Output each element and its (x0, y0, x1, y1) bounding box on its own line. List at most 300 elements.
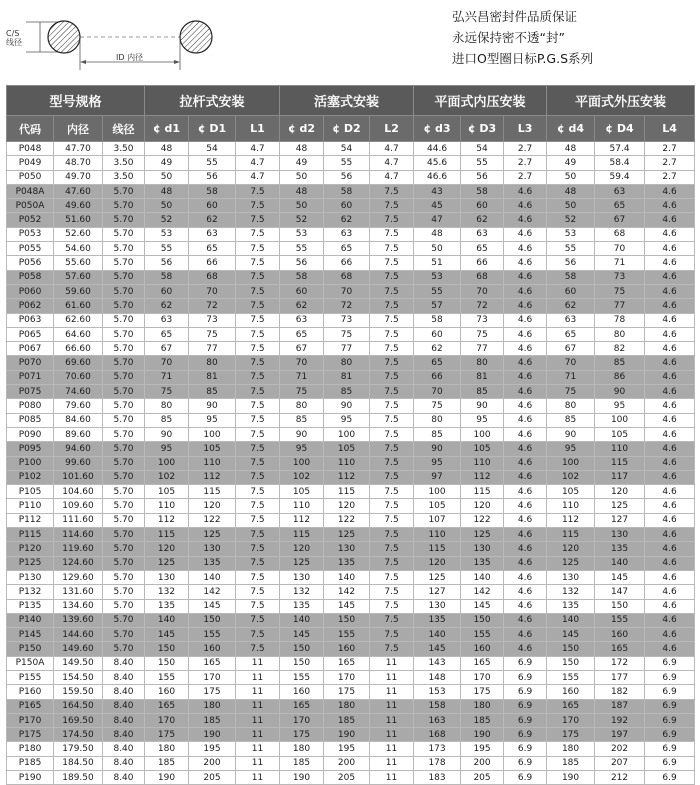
table-cell: 7.5 (370, 242, 414, 256)
table-cell: 180 (547, 742, 595, 756)
table-cell: 62 (145, 299, 189, 313)
table-cell: 59.60 (54, 284, 103, 298)
table-cell: 4.6 (504, 427, 547, 441)
table-cell: 143 (414, 656, 461, 670)
cs-label: C/S (6, 29, 20, 38)
table-cell: 5.70 (103, 399, 145, 413)
table-cell: 4.6 (504, 542, 547, 556)
table-cell: 129.60 (54, 570, 103, 584)
table-cell: 165 (280, 699, 324, 713)
table-cell: 5.70 (103, 370, 145, 384)
table-cell: 180 (324, 699, 370, 713)
table-cell: 54 (461, 142, 504, 156)
table-cell: 80 (595, 327, 645, 341)
table-cell: 6.9 (645, 699, 695, 713)
table-cell: P065 (7, 327, 54, 341)
table-cell: 4.6 (645, 413, 695, 427)
table-cell: 67 (145, 342, 189, 356)
table-cell: 11 (370, 742, 414, 756)
col-wire-diameter: 线径 (103, 116, 145, 142)
table-cell: 170 (324, 670, 370, 684)
table-cell: 112 (324, 470, 370, 484)
table-cell: 115 (595, 456, 645, 470)
table-cell: 182 (595, 685, 645, 699)
table-cell: 57.60 (54, 270, 103, 284)
table-cell: P125 (7, 556, 54, 570)
table-row (7, 556, 695, 570)
table-cell: 94.60 (54, 442, 103, 456)
table-cell: 4.6 (504, 184, 547, 198)
table-cell: 160 (547, 685, 595, 699)
table-cell: 7.5 (236, 299, 280, 313)
table-cell: 65 (189, 242, 236, 256)
table-cell: 11 (236, 742, 280, 756)
table-cell: 148 (414, 670, 461, 684)
table-cell: P185 (7, 756, 54, 770)
table-cell: 67 (547, 342, 595, 356)
table-cell: 68 (595, 227, 645, 241)
table-cell: 5.70 (103, 385, 145, 399)
table-cell: 58 (414, 313, 461, 327)
table-cell: 5.70 (103, 356, 145, 370)
table-cell: 77 (189, 342, 236, 356)
table-cell: 102 (280, 470, 324, 484)
table-cell: 55 (189, 156, 236, 170)
table-cell: 125 (324, 528, 370, 542)
table-cell: 55 (145, 242, 189, 256)
table-cell: 185 (324, 713, 370, 727)
table-cell: 145 (547, 628, 595, 642)
table-cell: 131.60 (54, 585, 103, 599)
table-cell: 50 (547, 199, 595, 213)
table-cell: 105 (547, 485, 595, 499)
table-cell: P112 (7, 513, 54, 527)
cs-label-2: 线径 (6, 38, 22, 47)
table-cell: 55 (280, 242, 324, 256)
table-cell: 130 (280, 570, 324, 584)
table-cell: 7.5 (370, 570, 414, 584)
table-cell: 58 (145, 270, 189, 284)
table-cell: 200 (189, 756, 236, 770)
table-cell: 70 (547, 356, 595, 370)
table-cell: 100 (547, 456, 595, 470)
table-cell: 5.70 (103, 284, 145, 298)
table-cell: 7.5 (236, 270, 280, 284)
table-cell: 145 (324, 599, 370, 613)
table-cell: 7.5 (370, 256, 414, 270)
table-cell: P070 (7, 356, 54, 370)
table-cell: 4.6 (504, 499, 547, 513)
table-cell: 59.4 (595, 170, 645, 184)
id-arrow-right (174, 60, 180, 64)
table-cell: 4.6 (645, 370, 695, 384)
table-cell: 50 (145, 199, 189, 213)
table-cell: 66.60 (54, 342, 103, 356)
table-cell: 80 (145, 399, 189, 413)
table-cell: 11 (370, 670, 414, 684)
table-cell: 5.70 (103, 342, 145, 356)
table-cell: 107 (414, 513, 461, 527)
table-cell: 4.6 (504, 642, 547, 656)
table-cell: 125 (145, 556, 189, 570)
table-cell: 105 (189, 442, 236, 456)
table-cell: 4.6 (504, 213, 547, 227)
table-cell: P155 (7, 670, 54, 684)
table-cell: 4.6 (645, 327, 695, 341)
table-cell: 170 (461, 670, 504, 684)
table-cell: 52.60 (54, 227, 103, 241)
table-cell: 190 (461, 728, 504, 742)
table-cell: 73 (595, 270, 645, 284)
table-cell: 4.6 (645, 499, 695, 513)
table-cell: 140 (324, 570, 370, 584)
table-cell: 120 (145, 542, 189, 556)
table-cell: 90 (145, 427, 189, 441)
table-row (7, 342, 695, 356)
table-cell: 44.6 (414, 142, 461, 156)
table-cell: 65 (547, 327, 595, 341)
table-cell: 5.70 (103, 585, 145, 599)
table-cell: 55.60 (54, 256, 103, 270)
table-cell: 110 (324, 456, 370, 470)
table-cell: 190 (280, 771, 324, 785)
table-cell: 8.40 (103, 713, 145, 727)
col-D1: ¢ D1 (189, 116, 236, 142)
table-cell: P053 (7, 227, 54, 241)
table-cell: 50 (414, 242, 461, 256)
table-cell: 177 (595, 670, 645, 684)
table-cell: 60 (324, 199, 370, 213)
table-cell: 7.5 (236, 613, 280, 627)
table-cell: 5.70 (103, 613, 145, 627)
table-cell: 85 (414, 427, 461, 441)
table-cell: 6.9 (645, 670, 695, 684)
table-cell: 7.5 (370, 342, 414, 356)
table-cell: 50 (547, 170, 595, 184)
table-cell: 4.6 (645, 356, 695, 370)
table-cell: 90 (324, 399, 370, 413)
table-cell: 55 (547, 242, 595, 256)
table-cell: 49.60 (54, 199, 103, 213)
table-cell: 5.70 (103, 427, 145, 441)
table-cell: 6.9 (504, 728, 547, 742)
table-cell: 49.70 (54, 170, 103, 184)
col-d1: ¢ d1 (145, 116, 189, 142)
table-cell: 7.5 (236, 242, 280, 256)
table-cell: 60 (280, 284, 324, 298)
table-cell: 56 (547, 256, 595, 270)
table-cell: 7.5 (236, 227, 280, 241)
id-arrow-left (80, 60, 86, 64)
table-cell: 127 (595, 513, 645, 527)
table-cell: 55 (414, 284, 461, 298)
table-cell: 48 (547, 142, 595, 156)
table-cell: 7.5 (370, 270, 414, 284)
table-cell: 7.5 (370, 513, 414, 527)
table-cell: 110 (280, 499, 324, 513)
group-model-spec: 型号规格 (7, 86, 145, 116)
table-cell: 165 (145, 699, 189, 713)
table-row (7, 642, 695, 656)
table-cell: 7.5 (236, 256, 280, 270)
table-cell: 150 (280, 656, 324, 670)
table-cell: 63 (324, 227, 370, 241)
table-cell: 11 (236, 728, 280, 742)
table-row (7, 256, 695, 270)
table-row (7, 199, 695, 213)
table-cell: 4.6 (504, 270, 547, 284)
table-cell: 8.40 (103, 685, 145, 699)
table-cell: 65 (595, 199, 645, 213)
table-cell: 60 (461, 199, 504, 213)
table-cell: 11 (370, 756, 414, 770)
table-cell: 4.6 (504, 370, 547, 384)
table-cell: 4.6 (645, 556, 695, 570)
table-cell: 57 (414, 299, 461, 313)
table-cell: 67 (280, 342, 324, 356)
table-cell: 7.5 (370, 299, 414, 313)
table-cell: 66 (324, 256, 370, 270)
table-row (7, 728, 695, 742)
table-cell: 80 (280, 399, 324, 413)
table-cell: 65 (145, 327, 189, 341)
table-row (7, 227, 695, 241)
table-cell: 8.40 (103, 742, 145, 756)
table-cell: 54.60 (54, 242, 103, 256)
table-cell: 62 (280, 299, 324, 313)
table-cell: 135 (324, 556, 370, 570)
table-cell: 4.7 (236, 156, 280, 170)
table-cell: P050 (7, 170, 54, 184)
table-cell: P135 (7, 599, 54, 613)
table-cell: 4.6 (504, 442, 547, 456)
group-rod-mount: 拉杆式安装 (145, 86, 280, 116)
table-cell: P115 (7, 528, 54, 542)
table-cell: 110 (145, 499, 189, 513)
table-row (7, 442, 695, 456)
table-cell: 192 (595, 713, 645, 727)
table-cell: 7.5 (370, 385, 414, 399)
table-cell: P071 (7, 370, 54, 384)
table-cell: 4.6 (645, 284, 695, 298)
table-cell: 4.6 (645, 342, 695, 356)
table-cell: 53 (145, 227, 189, 241)
table-cell: 2.7 (504, 170, 547, 184)
table-cell: 56 (461, 170, 504, 184)
table-cell: 125 (547, 556, 595, 570)
table-cell: 165 (324, 656, 370, 670)
table-cell: 85 (280, 413, 324, 427)
table-cell: 89.60 (54, 427, 103, 441)
table-cell: 4.7 (370, 142, 414, 156)
table-cell: 95 (324, 413, 370, 427)
table-cell: 7.5 (370, 599, 414, 613)
table-cell: 4.6 (504, 299, 547, 313)
table-cell: 50 (280, 170, 324, 184)
table-row (7, 742, 695, 756)
table-cell: 63 (547, 313, 595, 327)
table-cell: 75 (595, 284, 645, 298)
table-cell: 8.40 (103, 771, 145, 785)
table-row (7, 413, 695, 427)
table-cell: 71 (547, 370, 595, 384)
table-cell: 122 (461, 513, 504, 527)
table-cell: P190 (7, 771, 54, 785)
table-cell: 140 (595, 556, 645, 570)
col-d4: ¢ d4 (547, 116, 595, 142)
table-cell: P067 (7, 342, 54, 356)
table-cell: 7.5 (370, 470, 414, 484)
col-d2: ¢ d2 (280, 116, 324, 142)
table-cell: 125 (280, 556, 324, 570)
table-cell: 73 (324, 313, 370, 327)
table-cell: 202 (595, 742, 645, 756)
table-cell: 197 (595, 728, 645, 742)
table-cell: 112 (547, 513, 595, 527)
table-cell: 112 (280, 513, 324, 527)
table-cell: 155 (461, 628, 504, 642)
table-cell: 185 (145, 756, 189, 770)
col-D3: ¢ D3 (461, 116, 504, 142)
table-cell: 99.60 (54, 456, 103, 470)
table-cell: 111.60 (54, 513, 103, 527)
o-ring-cross-section-svg (0, 0, 230, 76)
table-cell: 120 (280, 542, 324, 556)
table-cell: 4.6 (504, 485, 547, 499)
table-cell: 122 (324, 513, 370, 527)
table-cell: 2.7 (645, 170, 695, 184)
table-cell: 135 (280, 599, 324, 613)
table-cell: 51.60 (54, 213, 103, 227)
table-cell: 7.5 (370, 399, 414, 413)
table-cell: 145 (414, 642, 461, 656)
table-cell: 81 (324, 370, 370, 384)
table-cell: 140 (189, 570, 236, 584)
table-cell: 135 (595, 542, 645, 556)
table-cell: 70 (595, 242, 645, 256)
table-cell: 57.4 (595, 142, 645, 156)
table-cell: 11 (236, 670, 280, 684)
table-cell: 62 (547, 299, 595, 313)
table-cell: 175 (547, 728, 595, 742)
table-cell: 163 (414, 713, 461, 727)
table-cell: 7.5 (370, 542, 414, 556)
table-cell: 7.5 (370, 313, 414, 327)
table-cell: 5.70 (103, 528, 145, 542)
table-cell: 63 (145, 313, 189, 327)
table-cell: P095 (7, 442, 54, 456)
table-cell: 120 (189, 499, 236, 513)
table-cell: 100 (189, 427, 236, 441)
table-cell: 5.70 (103, 499, 145, 513)
table-cell: 165 (189, 656, 236, 670)
table-cell: 43 (414, 184, 461, 198)
table-row (7, 599, 695, 613)
table-cell: 5.70 (103, 184, 145, 198)
table-cell: 74.60 (54, 385, 103, 399)
table-cell: 100 (324, 427, 370, 441)
o-ring-section-right (180, 21, 212, 53)
table-cell: 130 (189, 542, 236, 556)
table-cell: 3.50 (103, 142, 145, 156)
table-cell: 6.9 (504, 656, 547, 670)
table-cell: 75 (414, 399, 461, 413)
table-cell: 11 (236, 656, 280, 670)
table-cell: 5.70 (103, 242, 145, 256)
table-cell: 6.9 (645, 742, 695, 756)
table-cell: 4.6 (504, 556, 547, 570)
table-cell: 7.5 (370, 456, 414, 470)
table-row (7, 142, 695, 156)
table-cell: 4.6 (645, 599, 695, 613)
table-cell: 8.40 (103, 656, 145, 670)
table-cell: 104.60 (54, 485, 103, 499)
table-cell: 145 (145, 628, 189, 642)
table-cell: 4.6 (645, 470, 695, 484)
table-cell: 4.6 (504, 327, 547, 341)
table-cell: 7.5 (236, 184, 280, 198)
table-cell: 53 (414, 270, 461, 284)
table-cell: 130 (595, 528, 645, 542)
table-cell: 85 (189, 385, 236, 399)
table-cell: 7.5 (236, 356, 280, 370)
table-cell: 173 (414, 742, 461, 756)
table-cell: 51 (414, 256, 461, 270)
table-cell: 11 (370, 728, 414, 742)
table-cell: 58 (189, 184, 236, 198)
table-cell: 11 (370, 713, 414, 727)
table-cell: 7.5 (236, 528, 280, 542)
table-cell: 170 (189, 670, 236, 684)
table-cell: 67 (595, 213, 645, 227)
table-cell: 105 (414, 499, 461, 513)
table-cell: 160 (280, 685, 324, 699)
table-cell: P090 (7, 427, 54, 441)
table-cell: 130 (461, 542, 504, 556)
table-row (7, 170, 695, 184)
table-cell: 105 (280, 485, 324, 499)
table-cell: 85 (324, 385, 370, 399)
table-cell: 4.6 (645, 570, 695, 584)
table-cell: 120 (414, 556, 461, 570)
table-cell: 178 (414, 756, 461, 770)
table-cell: 75 (145, 385, 189, 399)
table-cell: 45 (414, 199, 461, 213)
table-cell: 4.6 (504, 342, 547, 356)
table-cell: 8.40 (103, 670, 145, 684)
table-row (7, 528, 695, 542)
table-cell: 6.9 (645, 685, 695, 699)
table-cell: 70 (280, 356, 324, 370)
table-cell: 164.50 (54, 699, 103, 713)
table-cell: 105 (145, 485, 189, 499)
table-cell: 49 (145, 156, 189, 170)
table-cell: 11 (370, 685, 414, 699)
table-cell: 207 (595, 756, 645, 770)
table-cell: 7.5 (236, 284, 280, 298)
table-row (7, 485, 695, 499)
table-row (7, 385, 695, 399)
table-cell: 4.6 (645, 642, 695, 656)
table-cell: 140 (280, 613, 324, 627)
table-cell: 77 (324, 342, 370, 356)
table-cell: 80 (414, 413, 461, 427)
table-cell: 70 (461, 284, 504, 298)
table-cell: 11 (236, 713, 280, 727)
table-cell: 7.5 (236, 570, 280, 584)
table-cell: 7.5 (236, 427, 280, 441)
table-cell: 180 (189, 699, 236, 713)
